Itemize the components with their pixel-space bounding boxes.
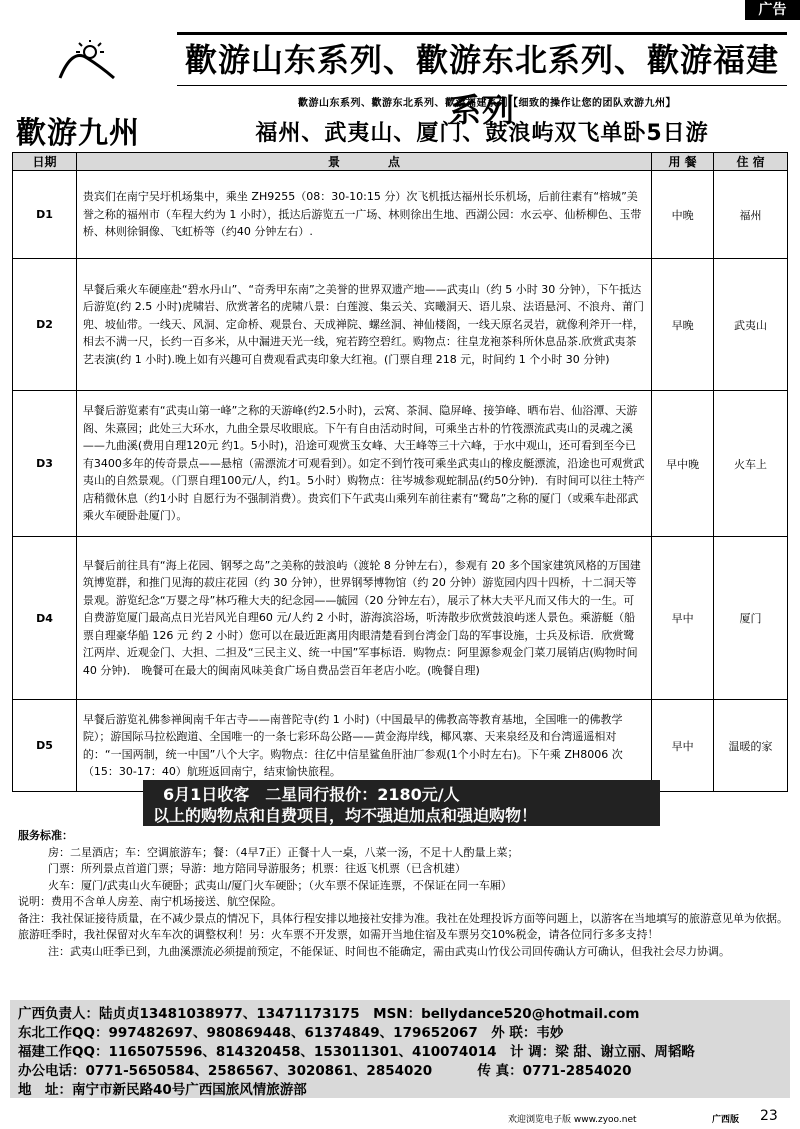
service-notes (18, 828, 788, 960)
contact-line: 地 址：南宁市新民路40号广西国旅风情旅游部 (18, 1082, 307, 1098)
meal-cell: 早晚 (652, 259, 714, 391)
desc-cell: 早餐后游览礼佛参禅闽南千年古寺——南普陀寺(约 1 小时)（中国最早的佛教高等教育基地，全国唯一的佛教学院）；游国际马拉松跑道、全国唯一的一条七彩环岛公路——黄金海岸线，椰风寨、天来泉经及和台湾遥遥相对的：“一国两制，统一中国”八个大字。购物点：往亿中信星鲨鱼肝油厂参观(1个小时左右)。下午乘 ZH8006 次（15：30-17：40）航班返回南宁，结束愉快旅程。 (76, 700, 651, 792)
desc-cell: 早餐后游览素有“武夷山第一峰”之称的天游峰(约2.5小时)，云窝、茶洞、隐屏峰、接笋峰、晒布岩、仙浴潭、天游阁、朱熹园；此处三大环水，九曲全景尽收眼底。下午有自由活动时间，可乘坐古朴的竹筏漂流武夷山的灵魂之溪——九曲溪(费用自理120元 约1。5小时)，沿途可观赏玉女峰、大王峰等三十六峰，于水中观山，还可看到至今已有3400多年的传奇景点——悬棺（需漂流才可观看到）。如定不到竹筏可乘坐武夷山的橡皮艇漂流，沿途也可观赏武夷山的自然景观。（门票自理100元/人，约1。5小时）购物点：往岑城参观蛇制品(约50分钟)．有时间可以往土特产店稍微休息（约1小时 自愿行为不强制消费）。贵宾们下午武夷山乘列车前往素有“鹭岛”之称的厦门（或乘车赴邵武乘火车硬卧赴厦门）。 (76, 391, 651, 537)
explain-note: 说明：费用不含单人房差、南宁机场接送、航空保险。 (18, 895, 282, 908)
header-date: 日期 (13, 153, 77, 171)
footer-site: 欢迎浏览电子版 www.zyoo.net (508, 1115, 637, 1125)
table-header-row (13, 153, 788, 171)
table-row (13, 700, 788, 792)
desc-cell: 早餐后乘火车硬座赴“碧水丹山”、“奇秀甲东南”之美誉的世界双遗产地——武夷山（约 5 小时 30 分钟），下午抵达后游览(约 2.5 小时)虎啸岩、欣赏著名的虎啸八景：白莲渡、集云关、宾曦洞天、语儿泉、法语悬河、不浪舟、莆门兜、坡仙带。一线天、风洞、定命桥、观景台、天成禅院、螺丝洞、神仙楼阁，一线天原名灵岩，就像利斧开一样，相去不满一尺，长约一百多米，从中漏进天光一线，宛若跨空碧红。购物点：往皇龙袍茶科所休息品茶.欣赏武夷茶艺表演(约 1 小时).晚上如有兴趣可自费观看武夷印象大红袍。(门票自理 218 元，时间约 1 个小时 30 分钟) (76, 259, 651, 391)
header-lodging: 住 宿 (714, 153, 788, 171)
stay-cell: 武夷山 (714, 259, 788, 391)
table-row (13, 391, 788, 537)
contact-line: 广西负责人：陆贞贞13481038977、13471173175 MSN：bellydance520@hotmail.com (18, 1006, 640, 1022)
price-line: 6月1日收客 二星同行报价：2180元/人 (163, 785, 460, 804)
ad-label: 广告 (745, 0, 800, 20)
attention-note: 注：武夷山旺季已到，九曲溪漂流必须提前预定，不能保证、时间也不能确定，需由武夷山竹伐公司回传确认方可确认，但我社会尽力协调。 (48, 944, 730, 958)
itinerary-table (12, 152, 788, 792)
page-number: 23 (760, 1108, 778, 1124)
service-line: 门票：所列景点首道门票；导游：地方陪同导游服务；机票：往返飞机票（已含机建） (48, 862, 466, 875)
contact-line: 办公电话：0771-5650584、2586567、3020861、2854020 传 真：0771-2854020 (18, 1063, 632, 1079)
service-line: 房：二星酒店；车：空调旅游车；餐：（4早7正）正餐十人一桌，八菜一汤，不足十人酌量上菜； (48, 845, 519, 859)
meal-cell: 早中晚 (652, 391, 714, 537)
meal-cell: 中晚 (652, 171, 714, 259)
tour-title: 福州、武夷山、厦门、鼓浪屿双飞单卧5日游 (255, 121, 709, 146)
day-cell: D1 (13, 171, 77, 259)
header-sights: 景 点 (76, 153, 651, 171)
header-meals: 用 餐 (652, 153, 714, 171)
footer (0, 1100, 800, 1129)
logo (12, 30, 172, 151)
no-forced-shopping-line: 以上的购物点和自费项目，均不强迫加点和强迫购物！ (153, 806, 538, 825)
meal-cell: 早中 (652, 537, 714, 700)
price-banner (143, 780, 660, 826)
service-line: 火车：厦门/武夷山火车硬卧；武夷山/厦门火车硬卧；（火车票不保证连票，不保证在同一车厢） (48, 878, 512, 892)
table-row (13, 171, 788, 259)
stay-cell: 厦门 (714, 537, 788, 700)
header (12, 28, 788, 152)
desc-cell: 贵宾们在南宁吴圩机场集中，乘坐 ZH9255（08：30-10:15 分）次飞机抵达福州长乐机场，后前往素有“榕城”美誉之称的福州市（车程大约为 1 小时），抵达后游览五一广场、林则徐出生地、西湖公园：水云亭、仙桥柳色、玉带桥、林则徐铜像、飞虹桥等（约40 分钟左右）. (76, 171, 651, 259)
service-title: 服务标准： (18, 829, 73, 842)
desc-cell: 早餐后前往具有“海上花园、钢琴之岛”之美称的鼓浪屿（渡轮 8 分钟左右），参观有 20 多个国家建筑风格的万国建筑博览群，和推门见海的菽庄花园（约 30 分钟），世界钢琴博物馆（约 20 分钟）游览园内四十四桥，十二洞天等景观。游览纪念“万婴之母”林巧稚大夫的纪念园——毓园（20 分钟左右），展示了林大夫平凡而又伟大的一生。可自费游览厦门最高点日光岩风光自理60 元/人约 2 小时，游海滨浴场，听涛散步欣赏鼓浪屿迷人景色。乘游艇（船票自理豪华船 126 元 约 2 小时）您可以在最近距离用肉眼清楚看到台湾金门岛的军事设施，士兵及标语．欣赏鹭江两岸、近观金门、大担、二担及“三民主义、统一中国”军事标语．购物点：阿里源参观金门菜刀展销店(购物时间 40 分钟)． 晚餐可在最大的闽南风味美食广场自费品尝百年老店小吃。(晚餐自理) (76, 537, 651, 700)
day-cell: D4 (13, 537, 77, 700)
stay-cell: 福州 (714, 171, 788, 259)
stay-cell: 火车上 (714, 391, 788, 537)
contact-block (10, 1000, 790, 1098)
day-cell: D2 (13, 259, 77, 391)
sun-mountain-icon (52, 40, 122, 80)
contact-line: 东北工作QQ：997482697、980869448、61374849、179652067 外 联：韦妙 (18, 1025, 564, 1041)
logo-text: 歡游九州 (16, 116, 140, 151)
table-row (13, 537, 788, 700)
main-title: 歡游山东系列、歡游东北系列、歡游福建系列 (177, 32, 787, 86)
day-cell: D5 (13, 700, 77, 792)
contact-line: 福建工作QQ：1165075596、814320458、153011301、410074014 计 调：梁 甜、谢立丽、周韬略 (18, 1044, 695, 1060)
day-cell: D3 (13, 391, 77, 537)
remark-note: 备注：我社保证接待质量，在不减少景点的情况下，具体行程安排以地接社安排为准。我社在处理投诉方面等问题上，以游客在当地填写的旅游意见单为依据。旅游旺季时，我社保留对火车车次的调整权利！另：火车票不开发票，如需开当地住宿及车票另交10%税金，请各位同行多多支持！ (18, 911, 788, 941)
stay-cell: 温暖的家 (714, 700, 788, 792)
sub-title: 歡游山东系列、歡游东北系列、歡游福建系列【细致的操作让您的团队欢游九州】 (298, 98, 676, 109)
meal-cell: 早中 (652, 700, 714, 792)
table-row (13, 259, 788, 391)
footer-edition: 广西版 (712, 1115, 740, 1125)
